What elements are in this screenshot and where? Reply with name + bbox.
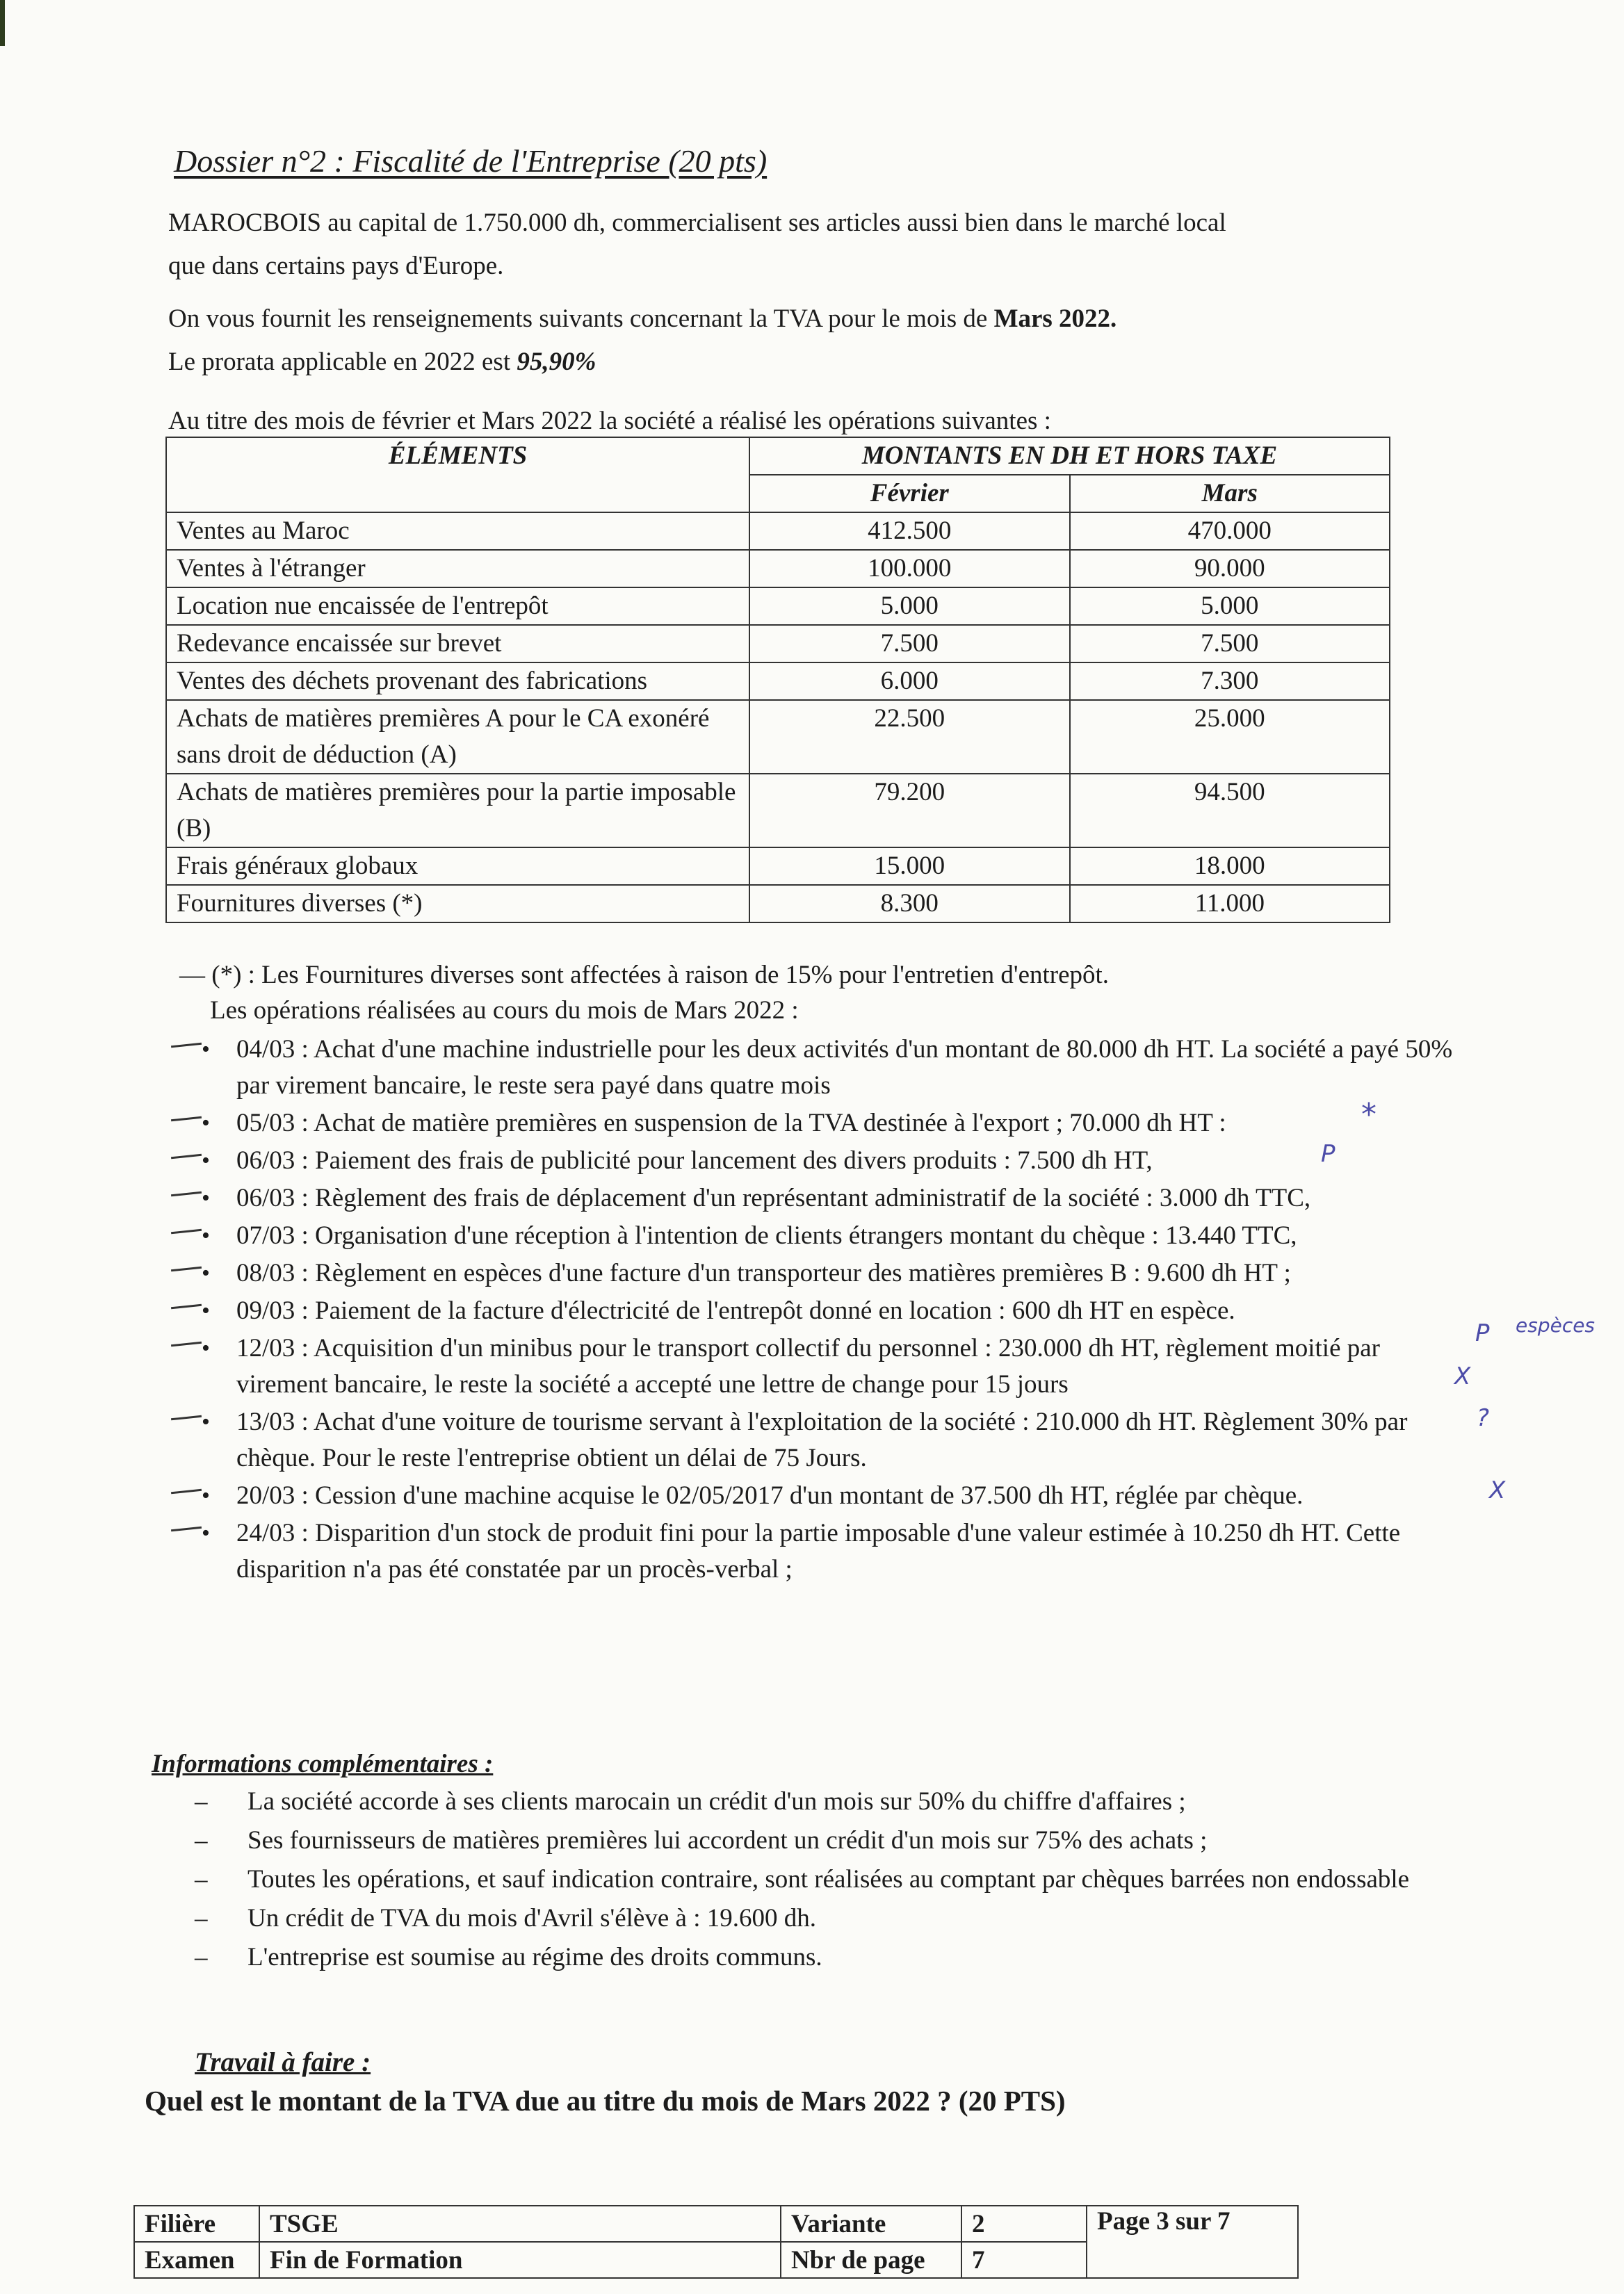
operation-text: 12/03 : Acquisition d'un minibus pour le transport collectif du personnel : 230.000 dh HT, règlement moitié par virement bancaire, le reste la société a accepté une lettre de change pour 15 jours bbox=[236, 1334, 1381, 1399]
operation-item bbox=[174, 1478, 1453, 1514]
handwritten-tick-icon bbox=[171, 1229, 202, 1235]
row-february: 6.000 bbox=[749, 662, 1069, 700]
row-march: 5.000 bbox=[1070, 587, 1390, 625]
row-february: 8.300 bbox=[749, 885, 1069, 922]
handwritten-tick-icon bbox=[171, 1043, 202, 1048]
bullet-icon: • bbox=[202, 1148, 210, 1173]
footer-table bbox=[133, 2205, 1299, 2279]
footer-nbr-label: Nbr de page bbox=[781, 2242, 961, 2278]
info-item: – Toutes les opérations, et sauf indication contraire, sont réalisées au comptant par chèques barrées non endossable bbox=[195, 1862, 1460, 1898]
handwritten-tick-icon bbox=[171, 1489, 202, 1495]
table-row bbox=[166, 700, 1390, 774]
row-february: 7.500 bbox=[749, 625, 1069, 662]
table-row bbox=[166, 625, 1390, 662]
row-march: 94.500 bbox=[1070, 774, 1390, 847]
bullet-icon: • bbox=[202, 1298, 210, 1324]
operation-item bbox=[174, 1032, 1453, 1104]
row-label: Redevance encaissée sur brevet bbox=[166, 625, 749, 662]
handwritten-p1: P bbox=[1321, 1140, 1335, 1168]
row-label: Ventes à l'étranger bbox=[166, 550, 749, 587]
table-row bbox=[166, 550, 1390, 587]
footnote-dash: — bbox=[179, 961, 212, 989]
handwritten-tick-icon bbox=[171, 1527, 202, 1532]
header-elements: ÉLÉMENTS bbox=[166, 437, 749, 512]
handwritten-tick-icon bbox=[171, 1342, 202, 1347]
row-march: 90.000 bbox=[1070, 550, 1390, 587]
company-intro bbox=[168, 202, 1392, 288]
company-intro-line1: MAROCBOIS au capital de 1.750.000 dh, commercialisent ses articles aussi bien dans le marché local bbox=[168, 209, 1226, 237]
work-title: Travail à faire : bbox=[195, 2047, 371, 2077]
table-row bbox=[166, 885, 1390, 922]
tva-month: Mars 2022. bbox=[993, 304, 1117, 333]
company-intro-line2: que dans certains pays d'Europe. bbox=[168, 252, 504, 280]
table-intro: Au titre des mois de février et Mars 2022 la société a réalisé les opérations suivantes : bbox=[168, 407, 1051, 435]
handwritten-p2: P bbox=[1475, 1319, 1490, 1347]
row-february: 22.500 bbox=[749, 700, 1069, 774]
prorata-text: Le prorata applicable en 2022 est bbox=[168, 348, 517, 376]
info-title: Informations complémentaires : bbox=[152, 1750, 494, 1778]
row-february: 15.000 bbox=[749, 847, 1069, 885]
operation-text: 05/03 : Achat de matière premières en suspension de la TVA destinée à l'export ; 70.000 dh HT : bbox=[236, 1109, 1226, 1137]
row-label: Ventes au Maroc bbox=[166, 512, 749, 550]
operation-text: 20/03 : Cession d'une machine acquise le 02/05/2017 d'un montant de 37.500 dh HT, réglée par chèque. bbox=[236, 1481, 1304, 1510]
handwritten-espece: espèces bbox=[1516, 1314, 1595, 1337]
operation-text: 06/03 : Paiement des frais de publicité pour lancement des divers produits : 7.500 dh HT, bbox=[236, 1146, 1153, 1175]
operations-table bbox=[165, 437, 1390, 923]
table-row bbox=[166, 847, 1390, 885]
row-march: 7.300 bbox=[1070, 662, 1390, 700]
operation-item bbox=[174, 1143, 1453, 1179]
bullet-icon: • bbox=[202, 1335, 210, 1361]
row-march: 18.000 bbox=[1070, 847, 1390, 885]
table-row bbox=[166, 587, 1390, 625]
handwritten-tick-icon bbox=[171, 1415, 202, 1421]
info-item: – L'entreprise est soumise au régime des droits communs. bbox=[195, 1939, 1460, 1976]
row-february: 100.000 bbox=[749, 550, 1069, 587]
operation-item bbox=[174, 1105, 1453, 1141]
operation-text: 04/03 : Achat d'une machine industrielle pour les deux activités d'un montant de 80.000 dh HT. La société a payé 50% par virement bancaire, le reste sera payé dans quatre mois bbox=[236, 1035, 1453, 1100]
footer-variante: 2 bbox=[961, 2206, 1087, 2242]
operation-item bbox=[174, 1180, 1453, 1217]
bullet-icon: • bbox=[202, 1110, 210, 1136]
row-label: Achats de matières premières pour la partie imposable (B) bbox=[166, 774, 749, 847]
row-march: 11.000 bbox=[1070, 885, 1390, 922]
footnote-text: (*) : Les Fournitures diverses sont affectées à raison de 15% pour l'entretien d'entrepôt. bbox=[211, 961, 1110, 989]
operation-text: 09/03 : Paiement de la facture d'électricité de l'entrepôt donné en location : 600 dh HT en espèce. bbox=[236, 1296, 1235, 1325]
footer-filiere-label: Filière bbox=[134, 2206, 259, 2242]
operation-text: 06/03 : Règlement des frais de déplacement d'un représentant administratif de la société : 3.000 dh TTC, bbox=[236, 1184, 1311, 1212]
handwritten-tick-icon bbox=[171, 1116, 202, 1122]
bullet-icon: • bbox=[202, 1260, 210, 1286]
question: Quel est le montant de la TVA due au titre du mois de Mars 2022 ? (20 PTS) bbox=[145, 2085, 1066, 2117]
operation-text: 07/03 : Organisation d'une réception à l'intention de clients étrangers montant du chèque : 13.440 TTC, bbox=[236, 1221, 1297, 1250]
operations-intro: Les opérations réalisées au cours du mois de Mars 2022 : bbox=[210, 996, 799, 1025]
tva-info-text: On vous fournit les renseignements suivants concernant la TVA pour le mois de bbox=[168, 304, 994, 333]
table-row bbox=[166, 512, 1390, 550]
footer-examen: Fin de Formation bbox=[259, 2242, 781, 2278]
row-march: 470.000 bbox=[1070, 512, 1390, 550]
row-march: 25.000 bbox=[1070, 700, 1390, 774]
footer-nbr: 7 bbox=[961, 2242, 1087, 2278]
table-row bbox=[166, 662, 1390, 700]
operation-text: 08/03 : Règlement en espèces d'une facture d'un transporteur des matières premières B : 9.600 dh HT ; bbox=[236, 1259, 1291, 1287]
bullet-icon: • bbox=[202, 1223, 210, 1248]
handwritten-star: * bbox=[1361, 1097, 1377, 1132]
row-february: 79.200 bbox=[749, 774, 1069, 847]
header-amounts: MONTANTS EN DH ET HORS TAXE bbox=[749, 437, 1390, 475]
info-item: – Un crédit de TVA du mois d'Avril s'élève à : 19.600 dh. bbox=[195, 1901, 1460, 1937]
handwritten-tick-icon bbox=[171, 1304, 202, 1310]
footnote bbox=[179, 958, 1109, 993]
operation-item bbox=[174, 1255, 1453, 1292]
row-label: Location nue encaissée de l'entrepôt bbox=[166, 587, 749, 625]
operation-item bbox=[174, 1293, 1453, 1329]
handwritten-tick-icon bbox=[171, 1267, 202, 1272]
row-march: 7.500 bbox=[1070, 625, 1390, 662]
operation-item bbox=[174, 1404, 1453, 1477]
row-label: Ventes des déchets provenant des fabrications bbox=[166, 662, 749, 700]
operation-text: 13/03 : Achat d'une voiture de tourisme servant à l'exploitation de la société : 210.000 dh HT. Règlement 30% par chèque. Pour le reste l'entreprise obtient un délai de 75 Jours. bbox=[236, 1408, 1408, 1472]
footer-examen-label: Examen bbox=[134, 2242, 259, 2278]
row-label: Fournitures diverses (*) bbox=[166, 885, 749, 922]
handwritten-x1: X bbox=[1454, 1362, 1471, 1390]
footer-page: Page 3 sur 7 bbox=[1087, 2206, 1298, 2278]
bullet-icon: • bbox=[202, 1409, 210, 1435]
row-label: Frais généraux globaux bbox=[166, 847, 749, 885]
handwritten-tick-icon bbox=[171, 1154, 202, 1160]
table-row bbox=[166, 774, 1390, 847]
tva-info bbox=[168, 298, 1392, 384]
operation-text: 24/03 : Disparition d'un stock de produit fini pour la partie imposable d'une valeur estimée à 10.250 dh HT. Cette disparition n'a pas été constatée par un procès-verbal ; bbox=[236, 1519, 1401, 1584]
footer-filiere: TSGE bbox=[259, 2206, 781, 2242]
operation-item bbox=[174, 1331, 1453, 1403]
bullet-icon: • bbox=[202, 1036, 210, 1062]
info-item: – Ses fournisseurs de matières premières lui accordent un crédit d'un mois sur 75% des achats ; bbox=[195, 1823, 1460, 1859]
bullet-icon: • bbox=[202, 1483, 210, 1508]
handwritten-tick-icon bbox=[171, 1191, 202, 1197]
info-item: – La société accorde à ses clients marocain un crédit d'un mois sur 50% du chiffre d'affaires ; bbox=[195, 1784, 1460, 1820]
bullet-icon: • bbox=[202, 1520, 210, 1546]
handwritten-x2: X bbox=[1489, 1477, 1506, 1504]
info-list bbox=[195, 1784, 1460, 1978]
header-march: Mars bbox=[1070, 475, 1390, 512]
prorata-value: 95,90% bbox=[517, 348, 596, 376]
footer-variante-label: Variante bbox=[781, 2206, 961, 2242]
operations-list bbox=[174, 1032, 1453, 1589]
operation-item bbox=[174, 1515, 1453, 1588]
row-february: 5.000 bbox=[749, 587, 1069, 625]
row-label: Achats de matières premières A pour le CA exonéré sans droit de déduction (A) bbox=[166, 700, 749, 774]
row-february: 412.500 bbox=[749, 512, 1069, 550]
handwritten-question: ? bbox=[1477, 1404, 1490, 1432]
operation-item bbox=[174, 1218, 1453, 1254]
header-february: Février bbox=[749, 475, 1069, 512]
scan-edge-mark bbox=[0, 0, 5, 46]
bullet-icon: • bbox=[202, 1185, 210, 1211]
dossier-title: Dossier n°2 : Fiscalité de l'Entreprise (20 pts) bbox=[174, 143, 768, 179]
